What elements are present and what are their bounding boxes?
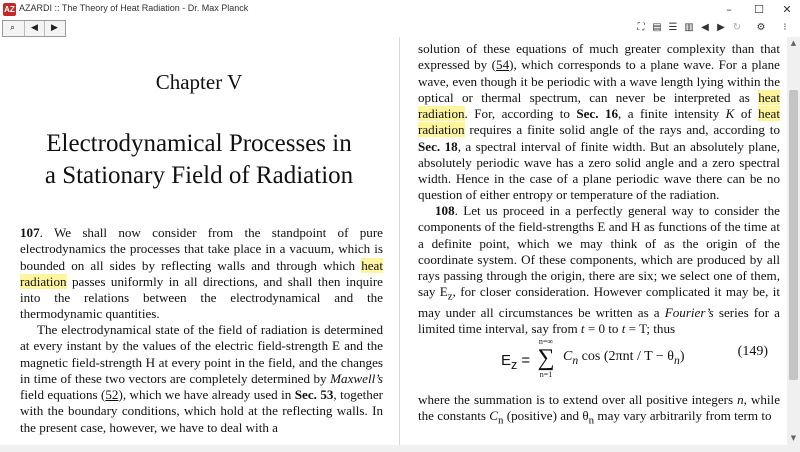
eq-equals: = [517, 352, 531, 369]
equation-link[interactable]: 54 [496, 57, 510, 73]
minimize-button[interactable]: – [726, 3, 732, 16]
name-italic: Maxwell’s [330, 370, 383, 386]
back-icon[interactable]: ◀ [701, 22, 709, 33]
search-highlight[interactable]: heat radiation [418, 89, 780, 121]
scroll-thumb[interactable] [789, 90, 798, 380]
left-page [0, 37, 398, 445]
eq-sub: n [674, 353, 680, 367]
eq-body: cos (2πnt / T − θ [578, 349, 674, 364]
paragraph-text: The electrodynamical state of the field of radiation is determined at every instant by the values of the electric field-strength E and the magnetic field-strength H at every point in the field, and the changes in time of these two vectors are completely determined by [20, 322, 383, 386]
equation-149 [418, 337, 780, 389]
subscript: n [588, 414, 595, 427]
paragraph-text: ), which we have already used in [118, 387, 295, 402]
refresh-icon[interactable]: ↻ [732, 22, 742, 33]
chapter-title-line2: a Stationary Field of Radiation [44, 162, 354, 189]
paragraph-text: , for closer consideration. However complicated it may be, it may under all circumstances be written as a [418, 284, 780, 321]
search-prev-button[interactable]: ◀ [24, 21, 44, 36]
page-divider [399, 37, 400, 445]
window-title: AZARDI :: The Theory of Heat Radiation - Dr. Max Planck [19, 3, 249, 13]
paragraph-summation [418, 392, 780, 429]
section-ref: Sec. 16 [576, 106, 619, 121]
paragraph-text: . For, according to [464, 106, 577, 121]
sigma-symbol: ∑ [537, 345, 555, 371]
math-var: t [580, 321, 585, 337]
subscript: z [447, 290, 453, 303]
toolbar [0, 19, 800, 37]
subscript: n [498, 414, 504, 427]
app-icon: AZ [4, 5, 15, 14]
eq-sub: n [572, 353, 579, 367]
search-icon[interactable]: ⌕ [9, 23, 16, 33]
search-highlight[interactable]: heat radiation [20, 257, 383, 289]
paragraph-text: , a finite intensity [618, 106, 726, 121]
eq-close: ) [679, 349, 685, 364]
paragraph-text: , a spectral interval of finite width. But an absolutely plane, absolutely periodic wave has a zero solid angle and a zero spectral width. Hence in the case of a plane periodic wave there can be no question of either entropy or temperature of the radiation. [418, 138, 781, 203]
name-italic: Fourier’s [664, 305, 714, 321]
paragraph-plane-wave [418, 41, 780, 204]
search-next-button[interactable]: ▶ [44, 21, 64, 36]
eq-symbol: C [563, 349, 573, 364]
math-var: K [725, 106, 735, 121]
paragraph-text: . Let us proceed in a perfectly general way to consider the components of the field-strengths E and H as functions of the time at a definite point, which we may think of as the origin of the coordinate system. Of these components, which are produced by all rays passing through the origin, there are six; we select one of them, say E [418, 203, 780, 300]
paragraph-text: ), which corresponds to a plane wave. For a plane wave, even though it be periodic with a wave length lying within the optical or thermal spectrum, can never be interpreted as [418, 57, 780, 105]
sum-upper: n=∞ [538, 337, 554, 346]
print-icon[interactable]: ▤ [652, 22, 662, 33]
settings-icon[interactable]: ⚙ [756, 22, 766, 33]
equation-lhs [501, 352, 530, 372]
paragraph-text: , while the constants [418, 392, 781, 424]
paragraph-text: = 0 to [584, 321, 622, 337]
paragraph-number: 108 [435, 203, 455, 218]
paragraph-text: passes uniformly in all directions, and shall then inquire into the relations between the electrodynamical and the thermodynamic quantities. [20, 273, 383, 322]
search-nav-group [2, 20, 66, 37]
equation-summation [533, 337, 559, 379]
paragraph-108 [418, 203, 780, 338]
math-var: n [737, 392, 744, 407]
paragraph-text: requires a finite solid angle of the rays and, according to [464, 122, 780, 138]
paragraph-text: (positive) and θ [503, 408, 589, 424]
paragraph-text: , together with the boundary conditions, which hold at the reflecting walls. In the present case, however, we have to deal with a [20, 387, 384, 435]
math-var: C [489, 408, 499, 424]
section-ref: Sec. 53 [294, 387, 334, 402]
maximize-button[interactable]: ☐ [754, 3, 764, 16]
section-ref: Sec. 18 [418, 138, 458, 154]
sum-lower: n=1 [539, 370, 553, 379]
search-highlight[interactable]: heat radiation [418, 106, 780, 138]
paragraph-text: where the summation is to extend over all positive integers [418, 392, 738, 407]
eq-sub: z [511, 358, 518, 372]
right-page [401, 37, 786, 445]
layout-icon[interactable]: ▥ [684, 22, 694, 33]
fullscreen-icon[interactable]: ⛶ [637, 22, 645, 33]
paragraph-text: may vary arbitrarily from term to [594, 408, 772, 424]
scroll-up-icon[interactable]: ▲ [790, 39, 797, 47]
paragraph-field-state [20, 322, 383, 436]
chapter-title-line1: Electrodynamical Processes in [46, 130, 352, 157]
paragraph-text: field equations ( [20, 387, 106, 402]
forward-icon[interactable]: ▶ [717, 22, 725, 33]
paragraph-text: . We shall now consider from the standpoint of pure electrodynamics the processes that take place in a vacuum, which is bounded on all sides by reflecting walls and through which [20, 225, 383, 273]
equation-rhs [563, 349, 685, 367]
paragraph-text: of [734, 106, 759, 121]
math-var: t [621, 321, 626, 337]
eq-symbol: E [501, 352, 512, 369]
scroll-down-icon[interactable]: ▼ [790, 434, 797, 442]
equation-link[interactable]: 52 [105, 387, 119, 402]
chapter-number: Chapter V [155, 70, 243, 94]
chapter-title [10, 128, 388, 192]
paragraph-text: series for a limited time interval, say from [418, 305, 780, 337]
paragraph-number: 107 [20, 225, 40, 240]
close-button[interactable]: ✕ [782, 3, 792, 16]
toc-icon[interactable]: ☰ [668, 22, 678, 33]
paragraph-text: solution of these equations of much greater complexity than that expressed by ( [418, 41, 780, 73]
vertical-scrollbar[interactable] [787, 37, 800, 445]
paragraph-107 [20, 225, 383, 323]
paragraph-text: = T; thus [625, 321, 676, 337]
equation-number: (149) [737, 344, 768, 359]
bottom-border [0, 445, 800, 452]
menu-icon[interactable]: ⁝ [783, 22, 787, 33]
title-bar [0, 0, 800, 20]
